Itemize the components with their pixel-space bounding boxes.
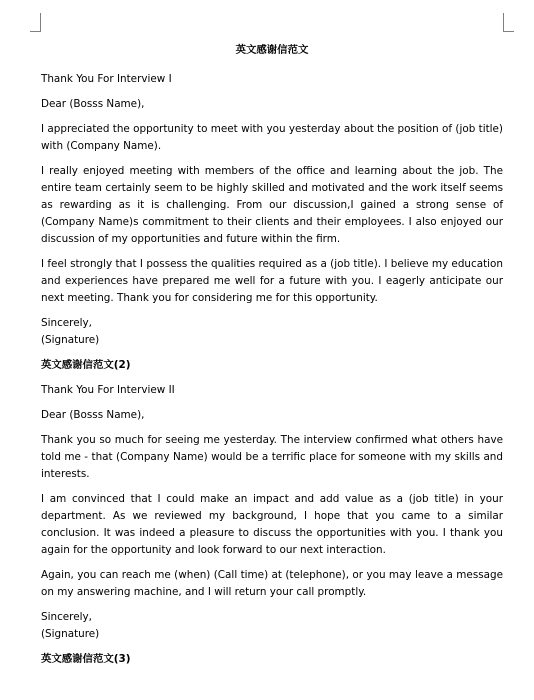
document-body: [41, 42, 503, 676]
section-heading-3: 英文感谢信范文(3): [41, 653, 131, 665]
letter1-paragraph-1: I appreciated the opportunity to meet with you yesterday about the position of (job title) with (Company Name).: [41, 123, 503, 152]
letter2-paragraph-2: I am convinced that I could make an impact and add value as a (job title) in your department. As we reviewed my background, I hope that you came to a similar conclusion. It was indeed a pleasure to discuss the opportunities with you. I thank you again for the opportunity and look forward to our next interaction.: [41, 493, 503, 556]
letter2-paragraph-1: Thank you so much for seeing me yesterday. The interview confirmed what others have told me - that (Company Name) would be a terrific place for someone with my skills and interests.: [41, 434, 503, 480]
letter1-paragraph-2: I really enjoyed meeting with members of the office and learning about the job. The entire team certainly seem to be highly skilled and motivated and the work itself seems as rewarding as it is challenging. From our discussion,I gained a strong sense of (Company Name)s commitment to their clients and their employees. I also enjoyed our discussion of my opportunities and future within the firm.: [41, 165, 503, 245]
section-heading-2: 英文感谢信范文(2): [41, 359, 131, 371]
letter1-closing: Sincerely,: [41, 317, 92, 329]
letter2-greeting: Dear (Bosss Name),: [41, 409, 145, 421]
letter2-signature: (Signature): [41, 628, 100, 640]
letter2-paragraph-3: Again, you can reach me (when) (Call time) at (telephone), or you may leave a message on my answering machine, and I will return your call promptly.: [41, 569, 503, 598]
letter1-greeting: Dear (Bosss Name),: [41, 98, 145, 110]
document-title: 英文感谢信范文: [235, 44, 309, 56]
letter2-closing: Sincerely,: [41, 611, 92, 623]
crop-mark-top-left: [30, 13, 41, 32]
letter1-subject: Thank You For Interview I: [41, 73, 172, 85]
crop-mark-top-right: [503, 13, 514, 32]
letter1-signature: (Signature): [41, 334, 100, 346]
letter2-subject: Thank You For Interview II: [41, 384, 175, 396]
letter1-paragraph-3: I feel strongly that I possess the qualities required as a (job title). I believe my education and experiences have prepared me well for a future with you. I eagerly anticipate our next meeting. Thank you for considering me for this opportunity.: [41, 258, 503, 304]
